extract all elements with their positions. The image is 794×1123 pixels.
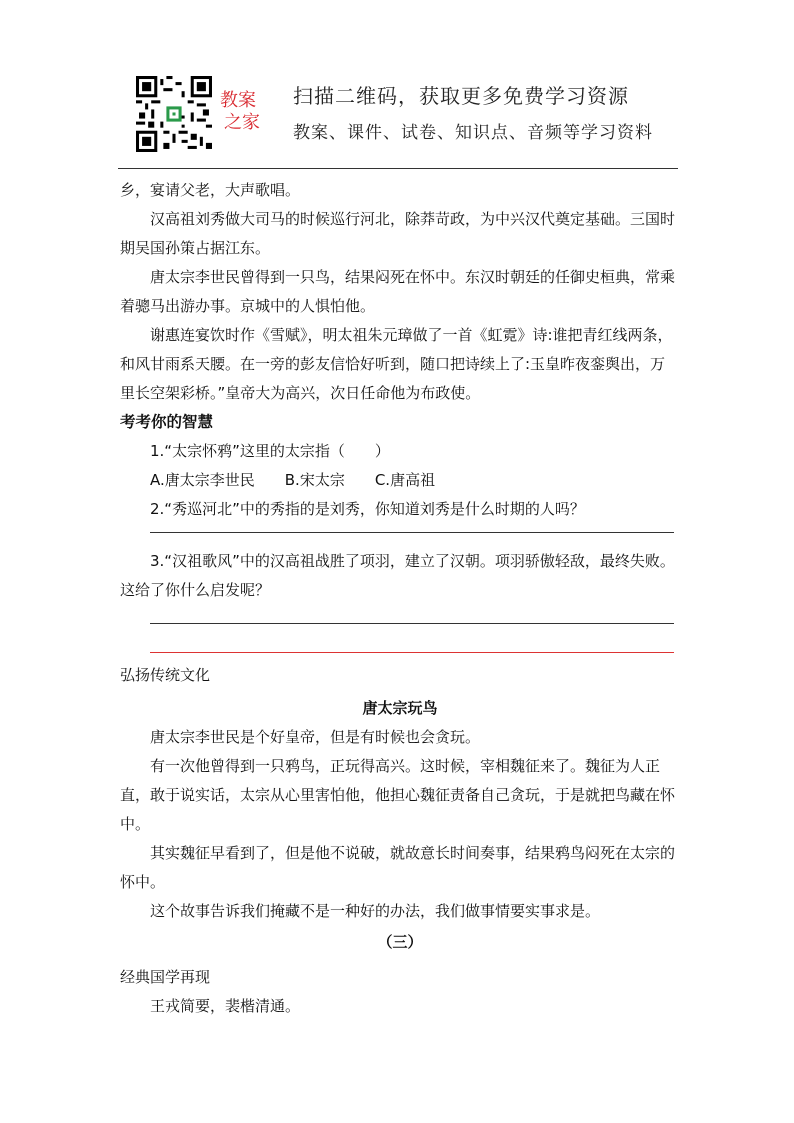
culture-heading: 弘扬传统文化 (120, 666, 211, 684)
document-body (120, 176, 680, 1021)
culture-paragraph-2: 其实魏征早看到了，但是他不说破，就故意长时间奏事，结果鸦鸟闷死在太宗的怀中。 (120, 844, 676, 891)
page-header (118, 70, 676, 170)
story-paragraph-1: 汉高祖刘秀做大司马的时候巡行河北，除莽苛政，为中兴汉代奠定基础。三国时期吴国孙策占据江东。 (120, 210, 676, 257)
quiz-question-1-options: A.唐太宗李世民 B.宋太宗 C.唐高祖 (150, 471, 436, 489)
culture-paragraph-0: 唐太宗李世民是个好皇帝，但是有时候也会贪玩。 (150, 728, 481, 746)
section-number: （三） (377, 933, 423, 951)
header-divider (118, 168, 678, 169)
logo-line-1: 教案 (220, 90, 256, 111)
quiz-heading: 考考你的智慧 (120, 413, 214, 431)
quiz-question-1: 1.“太宗怀鸦”这里的太宗指（ ） (150, 442, 390, 460)
story-paragraph-3: 谢惠连宴饮时作《雪赋》，明太祖朱元璋做了一首《虹霓》诗:谁把青红线两条，和风甘雨系天腰。在一旁的彭友信恰好听到，随口把诗续上了:玉皇昨夜銮舆出，万里长空架彩桥。”皇帝大为高兴，次日任命他为布政使。 (120, 326, 673, 402)
quiz-question-2: 2.“秀巡河北”中的秀指的是刘秀，你知道刘秀是什么时期的人吗？ (150, 500, 585, 518)
story-paragraph-2: 唐太宗李世民曾得到一只鸟，结果闷死在怀中。东汉时朝廷的任御史桓典，常乘着骢马出游办事。京城中的人惧怕他。 (120, 268, 676, 315)
culture-story-title: 唐太宗玩鸟 (362, 699, 438, 717)
logo-text (220, 90, 276, 134)
header-slogan: 扫描二维码，获取更多免费学习资源 (293, 84, 629, 108)
answer-line-q3[interactable] (150, 623, 674, 624)
culture-paragraph-3: 这个故事告诉我们掩藏不是一种好的办法，我们做事情要实事求是。 (150, 902, 601, 920)
section-divider (150, 652, 674, 653)
qr-code-icon (136, 76, 212, 152)
story-paragraph-0: 乡，宴请父老，大声歌唱。 (120, 181, 301, 199)
culture-paragraph-1: 有一次他曾得到一只鸦鸟，正玩得高兴。这时候，宰相魏征来了。魏征为人正直，敢于说实话，太宗从心里害怕他，他担心魏征责备自己贪玩，于是就把鸟藏在怀中。 (120, 757, 676, 833)
quiz-question-3: 3.“汉祖歌风”中的汉高祖战胜了项羽，建立了汉朝。项羽骄傲轻敌，最终失败。这给了你什么启发呢？ (120, 552, 675, 599)
section3-heading: 经典国学再现 (120, 968, 211, 986)
section3-line: 王戎简要，裴楷清通。 (150, 997, 301, 1015)
logo-line-2: 之家 (224, 112, 260, 133)
header-subslogan: 教案、课件、试卷、知识点、音频等学习资料 (293, 123, 653, 143)
answer-line-q2[interactable] (150, 532, 674, 533)
